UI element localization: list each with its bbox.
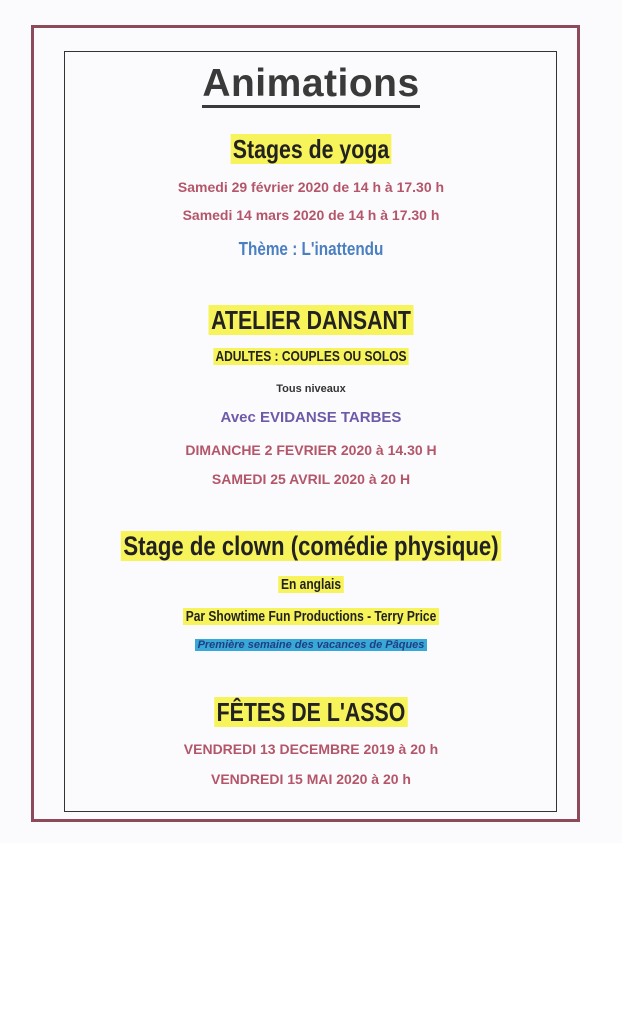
fetes-date-1: VENDREDI 13 DECEMBRE 2019 à 20 h — [183, 741, 439, 757]
clown-by: Par Showtime Fun Productions - Terry Price — [62, 608, 560, 625]
dance-subtitle: ADULTES : COUPLES OU SOLOS — [62, 348, 560, 365]
yoga-date-2: Samedi 14 mars 2020 de 14 h à 17.30 h — [182, 207, 440, 223]
dance-date-1: DIMANCHE 2 FEVRIER 2020 à 14.30 H — [185, 442, 437, 458]
dance-with: Avec EVIDANSE TARBES — [220, 409, 402, 426]
clown-heading: Stage de clown (comédie physique) — [56, 531, 566, 562]
fetes-heading: FÊTES DE L'ASSO — [56, 697, 566, 728]
dance-level: Tous niveaux — [276, 383, 346, 395]
yoga-theme: Thème : L'inattendu — [238, 239, 384, 259]
yoga-date-1: Samedi 29 février 2020 de 14 h à 17.30 h — [177, 179, 445, 195]
dance-date-2: SAMEDI 25 AVRIL 2020 à 20 H — [211, 471, 411, 487]
dance-heading: ATELIER DANSANT — [56, 305, 566, 336]
clown-when: Première semaine des vacances de Pâques — [0, 639, 622, 651]
yoga-heading: Stages de yoga — [56, 134, 566, 165]
clown-language: En anglais — [62, 576, 560, 593]
page-title: Animations — [0, 62, 622, 106]
fetes-date-2: VENDREDI 15 MAI 2020 à 20 h — [211, 771, 411, 787]
